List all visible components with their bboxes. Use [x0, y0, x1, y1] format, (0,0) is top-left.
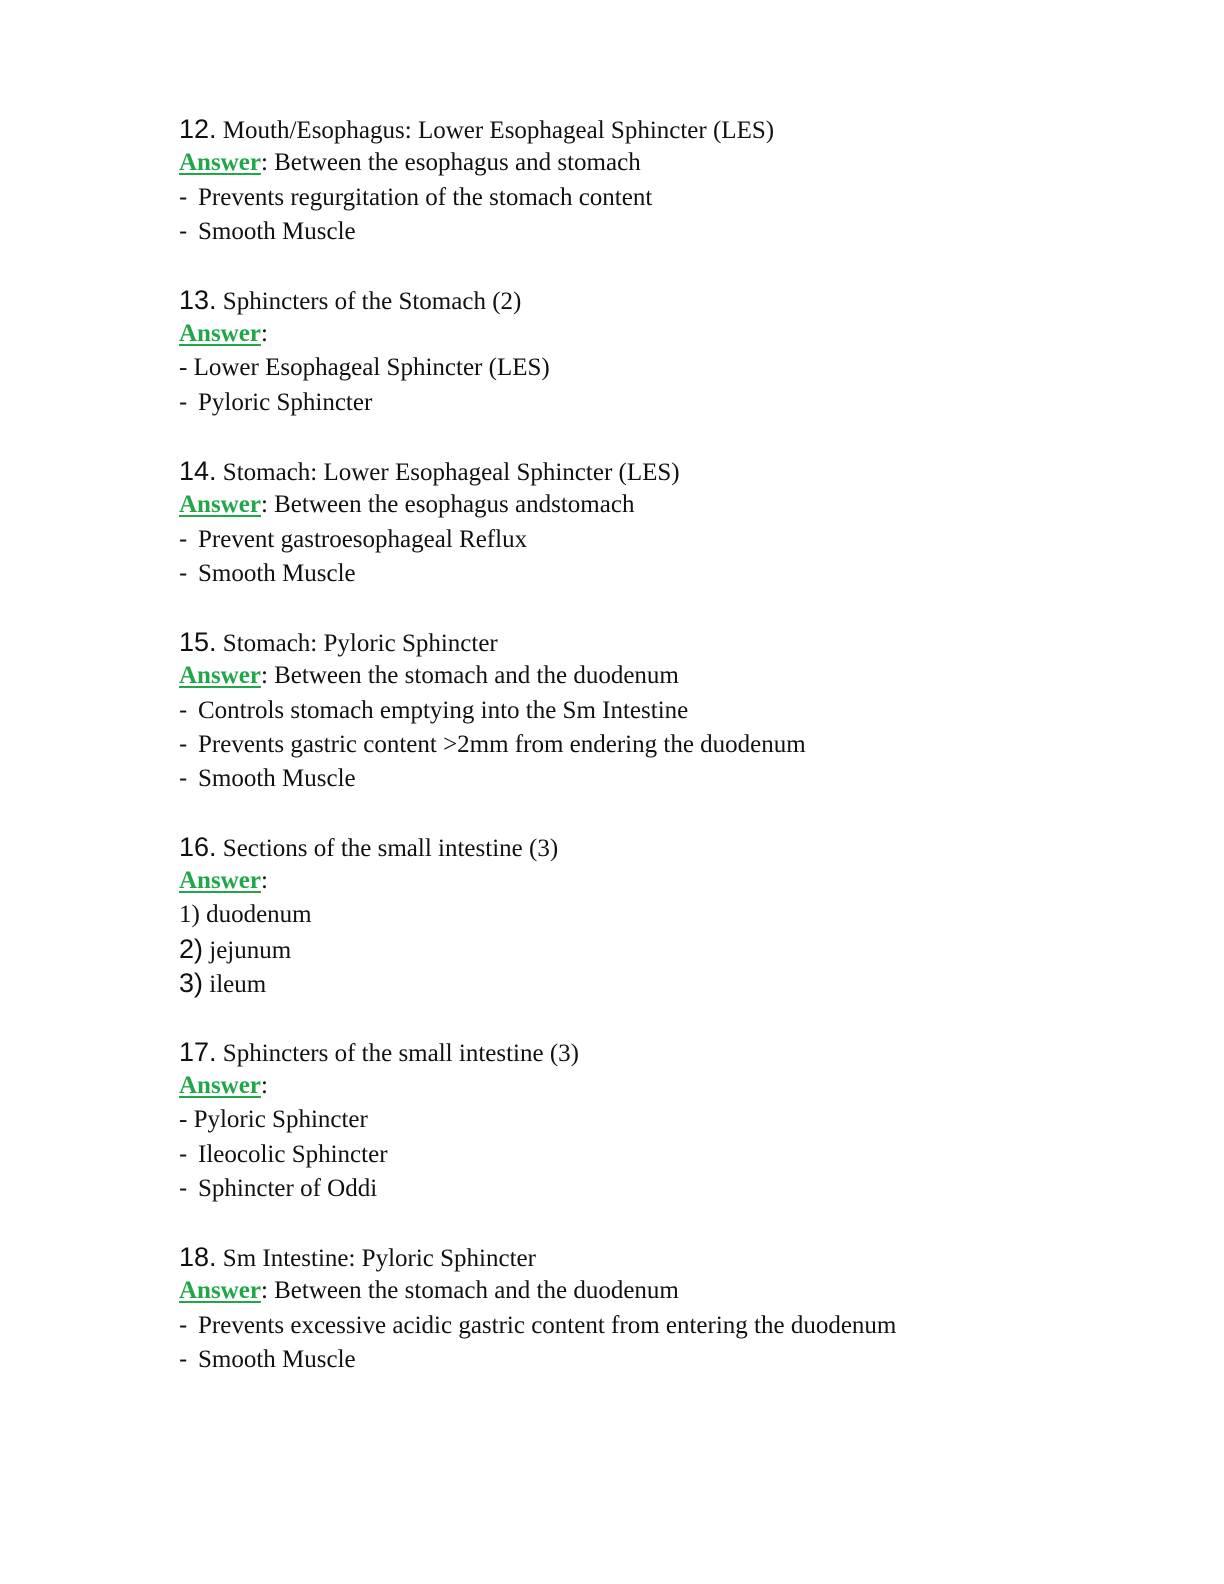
dash-icon: - [179, 388, 188, 416]
answer-bullet [179, 522, 1159, 556]
answer-label: Answer [179, 1277, 261, 1304]
question-text: Sm Intestine: Pyloric Sphincter [222, 1245, 536, 1272]
answer-line [179, 146, 1159, 180]
answer-bullet [179, 693, 1159, 727]
dash-icon: - [179, 1174, 188, 1202]
question-line [179, 283, 1159, 317]
answer-line [179, 659, 1159, 693]
question-line [179, 625, 1159, 659]
qa-item-17 [179, 1035, 1159, 1205]
answer-bullet [179, 385, 1159, 419]
answer-text: : [260, 867, 268, 894]
bullet-text: Prevent gastroesophageal Reflux [198, 526, 528, 553]
answer-line [179, 488, 1159, 522]
question-number: 12. [179, 114, 217, 144]
answer-bullet [179, 1103, 1159, 1137]
bullet-text: Prevents excessive acidic gastric content from entering the duodenum [198, 1312, 897, 1339]
answer-label: Answer [179, 320, 261, 347]
dash-icon: - [179, 1345, 188, 1373]
question-number: 15. [179, 627, 217, 657]
dash-icon: - [179, 217, 188, 245]
dash-icon: - [179, 559, 188, 587]
question-line [179, 1035, 1159, 1069]
answer-text: : Between the stomach and the duodenum [260, 1277, 679, 1304]
answer-bullet [179, 1308, 1159, 1342]
bullet-text: Prevents regurgitation of the stomach content [198, 184, 653, 211]
answer-list-item [179, 932, 1159, 966]
answer-line [179, 864, 1159, 898]
question-line [179, 1240, 1159, 1274]
bullet-text: - Lower Esophageal Sphincter (LES) [179, 354, 550, 381]
question-number: 16. [179, 832, 217, 862]
qa-item-13 [179, 283, 1159, 419]
dash-icon: - [179, 1311, 188, 1339]
bullet-text: Smooth Muscle [198, 765, 356, 792]
dash-icon: - [179, 1140, 188, 1168]
question-text: Sphincters of the small intestine (3) [222, 1040, 579, 1067]
question-text: Stomach: Lower Esophageal Sphincter (LES) [222, 459, 680, 486]
document-page [179, 112, 1159, 1411]
bullet-text: Smooth Muscle [198, 560, 356, 587]
question-number: 13. [179, 285, 217, 315]
qa-item-14 [179, 454, 1159, 590]
answer-label: Answer [179, 662, 261, 689]
question-text: Mouth/Esophagus: Lower Esophageal Sphincter (LES) [222, 117, 775, 144]
question-line [179, 830, 1159, 864]
bullet-text: Sphincter of Oddi [198, 1175, 378, 1202]
answer-line [179, 1069, 1159, 1103]
qa-item-18 [179, 1240, 1159, 1376]
bullet-text: Smooth Muscle [198, 1346, 356, 1373]
answer-bullet [179, 214, 1159, 248]
answer-bullet [179, 727, 1159, 761]
qa-item-12 [179, 112, 1159, 248]
answer-line [179, 317, 1159, 351]
answer-text: : Between the stomach and the duodenum [260, 662, 679, 689]
qa-item-15 [179, 625, 1159, 795]
answer-label: Answer [179, 1072, 261, 1099]
list-item-text: jejunum [209, 937, 292, 964]
dash-icon: - [179, 764, 188, 792]
answer-text: : [260, 320, 268, 347]
answer-list-item [179, 966, 1159, 1000]
answer-label: Answer [179, 149, 261, 176]
list-item-ordinal: 2) [179, 934, 204, 964]
question-number: 18. [179, 1242, 217, 1272]
question-text: Stomach: Pyloric Sphincter [222, 630, 498, 657]
question-number: 17. [179, 1037, 217, 1067]
answer-bullet [179, 556, 1159, 590]
answer-bullet [179, 351, 1159, 385]
answer-bullet [179, 1342, 1159, 1376]
dash-icon: - [179, 730, 188, 758]
list-item-ordinal: 3) [179, 968, 204, 998]
qa-item-16 [179, 830, 1159, 1000]
question-text: Sections of the small intestine (3) [222, 835, 559, 862]
bullet-text: Prevents gastric content >2mm from endering the duodenum [198, 731, 806, 758]
bullet-text: Pyloric Sphincter [198, 389, 373, 416]
bullet-text: Smooth Muscle [198, 218, 356, 245]
list-item-text: ileum [209, 971, 267, 998]
answer-line [179, 1274, 1159, 1308]
question-text: Sphincters of the Stomach (2) [222, 288, 522, 315]
answer-bullet [179, 1137, 1159, 1171]
answer-text: : Between the esophagus and stomach [260, 149, 641, 176]
bullet-text: Ileocolic Sphincter [198, 1141, 388, 1168]
answer-bullet [179, 1171, 1159, 1205]
answer-text: : Between the esophagus andstomach [260, 491, 635, 518]
question-number: 14. [179, 456, 217, 486]
answer-label: Answer [179, 491, 261, 518]
question-line [179, 112, 1159, 146]
answer-bullet [179, 761, 1159, 795]
question-line [179, 454, 1159, 488]
answer-list-item [179, 898, 1159, 932]
dash-icon: - [179, 525, 188, 553]
answer-label: Answer [179, 867, 261, 894]
bullet-text: - Pyloric Sphincter [179, 1106, 368, 1133]
answer-bullet [179, 180, 1159, 214]
dash-icon: - [179, 696, 188, 724]
answer-text: : [260, 1072, 268, 1099]
list-item-text: 1) duodenum [179, 901, 312, 928]
bullet-text: Controls stomach emptying into the Sm Intestine [198, 697, 689, 724]
dash-icon: - [179, 183, 188, 211]
